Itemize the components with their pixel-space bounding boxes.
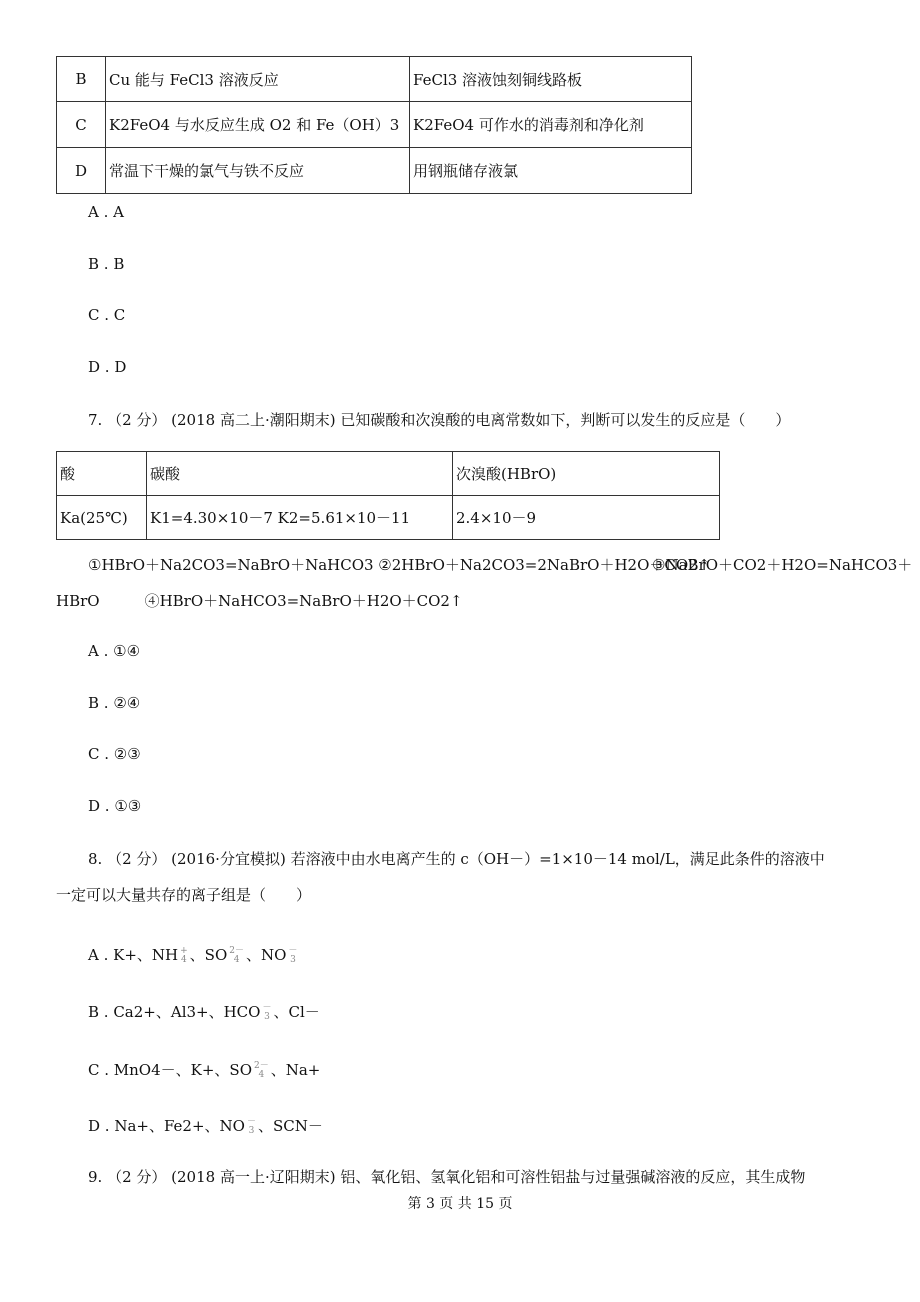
- q6-option-b[interactable]: B . B: [88, 255, 125, 273]
- q8-stem-line2: 一定可以大量共存的离子组是（ ）: [56, 886, 312, 904]
- row-use: 用钢瓶储存液氯: [410, 148, 692, 194]
- table-cell: 2.4×10－9: [453, 496, 720, 540]
- frac-bottom: 4: [258, 1070, 265, 1080]
- row-use: K2FeO4 可作水的消毒剂和净化剂: [410, 102, 692, 148]
- q8-option-c[interactable]: [88, 1059, 320, 1080]
- subscript-fraction: [262, 1004, 271, 1022]
- q6-option-c[interactable]: C . C: [88, 306, 126, 324]
- subscript-fraction: [180, 947, 188, 965]
- option-text: 、NO: [245, 946, 287, 964]
- ka-table: [56, 451, 720, 540]
- option-text: 、SO: [189, 946, 228, 964]
- table-cell: K1=4.30×10－7 K2=5.61×10－11: [147, 496, 453, 540]
- frac-bottom: 3: [248, 1126, 255, 1136]
- q7-option-c[interactable]: C . ②③: [88, 745, 141, 763]
- page-footer: 第 3 页 共 15 页: [407, 1196, 513, 1212]
- q6-option-a[interactable]: A . A: [88, 203, 124, 221]
- option-text: 、Na+: [270, 1061, 321, 1079]
- table-header: 酸: [57, 452, 147, 496]
- row-cause: 常温下干燥的氯气与铁不反应: [106, 148, 410, 194]
- table-row: [57, 496, 720, 540]
- q7-option-a[interactable]: A . ①④: [88, 642, 141, 660]
- table-cell: Ka(25℃): [57, 496, 147, 540]
- q8-option-d[interactable]: [88, 1115, 323, 1136]
- q7-option-b[interactable]: B . ②④: [88, 694, 141, 712]
- row-use: FeCl3 溶液蚀刻铜线路板: [410, 57, 692, 102]
- frac-bottom: 3: [264, 1012, 270, 1022]
- option-text: B . Ca2+、Al3+、HCO: [88, 1003, 261, 1021]
- row-cause: Cu 能与 FeCl3 溶液反应: [106, 57, 410, 102]
- q7-option-d[interactable]: D . ①③: [88, 797, 142, 815]
- frac-top: 2－: [229, 946, 244, 956]
- subscript-fraction: [229, 947, 244, 965]
- table-header: 碳酸: [147, 452, 453, 496]
- subscript-fraction: [254, 1062, 269, 1080]
- option-text: D . Na+、Fe2+、NO: [88, 1117, 245, 1135]
- frac-top: －: [262, 1003, 272, 1013]
- q7-reactions-line1b: ③NaBrO＋CO2＋H2O=NaHCO3＋: [652, 556, 913, 574]
- row-label: C: [57, 102, 106, 148]
- frac-bottom: 4: [181, 955, 187, 965]
- frac-top: +: [180, 946, 188, 956]
- q7-stem: 7. （2 分） (2018 高二上·潮阳期末) 已知碳酸和次溴酸的电离常数如下，判断可以发生的反应是（ ）: [88, 411, 791, 429]
- frac-bottom: 4: [233, 955, 240, 965]
- q6-option-d[interactable]: D . D: [88, 358, 127, 376]
- frac-bottom: 3: [290, 955, 296, 965]
- table-row: [57, 102, 692, 148]
- option-text: A . K+、NH: [88, 946, 179, 964]
- properties-table: [56, 56, 692, 194]
- frac-top: 2－: [254, 1061, 269, 1071]
- row-label: B: [57, 57, 106, 102]
- row-cause: K2FeO4 与水反应生成 O2 和 Fe（OH）3: [106, 102, 410, 148]
- q8-option-b[interactable]: [88, 1001, 320, 1022]
- row-label: D: [57, 148, 106, 194]
- table-row: [57, 57, 692, 102]
- table-row: [57, 148, 692, 194]
- frac-top: －: [246, 1117, 256, 1127]
- option-text: 、SCN－: [257, 1117, 323, 1135]
- q8-stem-line1: 8. （2 分） (2016·分宜模拟) 若溶液中由水电离产生的 c（OH－）=1×10－14 mol/L，满足此条件的溶液中: [88, 850, 825, 868]
- q8-option-a[interactable]: [88, 944, 299, 965]
- q9-stem: 9. （2 分） (2018 高一上·辽阳期末) 铝、氧化铝、氢氧化铝和可溶性铝盐与过量强碱溶液的反应，其生成物: [88, 1168, 806, 1186]
- option-text: 、Cl－: [273, 1003, 320, 1021]
- subscript-fraction: [247, 1118, 256, 1136]
- q7-reactions-line1: ①HBrO＋Na2CO3=NaBrO＋NaHCO3 ②2HBrO＋Na2CO3=2NaBrO＋H2O＋CO2↑: [88, 556, 711, 574]
- table-row: [57, 452, 720, 496]
- table-header: 次溴酸(HBrO): [453, 452, 720, 496]
- q7-reactions-line2: HBrO ④HBrO＋NaHCO3=NaBrO＋H2O＋CO2↑: [56, 592, 463, 610]
- option-text: C . MnO4－、K+、SO: [88, 1061, 252, 1079]
- frac-top: －: [288, 946, 298, 956]
- subscript-fraction: [288, 947, 297, 965]
